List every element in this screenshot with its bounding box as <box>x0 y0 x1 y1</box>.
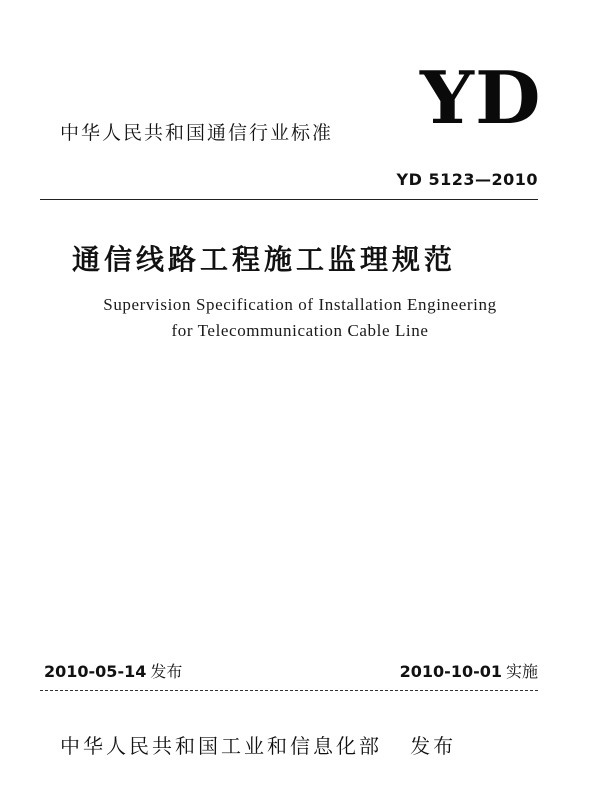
yd-logo: YD <box>420 55 542 140</box>
issue-date <box>44 664 182 680</box>
footer-divider <box>40 690 538 691</box>
title-english-line1: Supervision Specification of Installation Engineering <box>103 295 497 314</box>
title-chinese: 通信线路工程施工监理规范 <box>72 243 457 276</box>
implement-date <box>400 664 538 680</box>
implement-date-value: 2010-10-01 <box>399 662 502 681</box>
industry-standard-label: 中华人民共和国通信行业标准 <box>60 122 334 144</box>
issue-date-value: 2010-05-14 <box>44 662 147 681</box>
implement-date-label: 实施 <box>505 662 538 681</box>
header-divider <box>40 199 538 200</box>
issuing-authority: 中华人民共和国工业和信息化部 发布 <box>60 734 457 758</box>
standard-code: YD 5123—2010 <box>396 170 538 189</box>
issue-date-label: 发布 <box>150 662 183 681</box>
title-english-line2: for Telecommunication Cable Line <box>171 321 429 340</box>
